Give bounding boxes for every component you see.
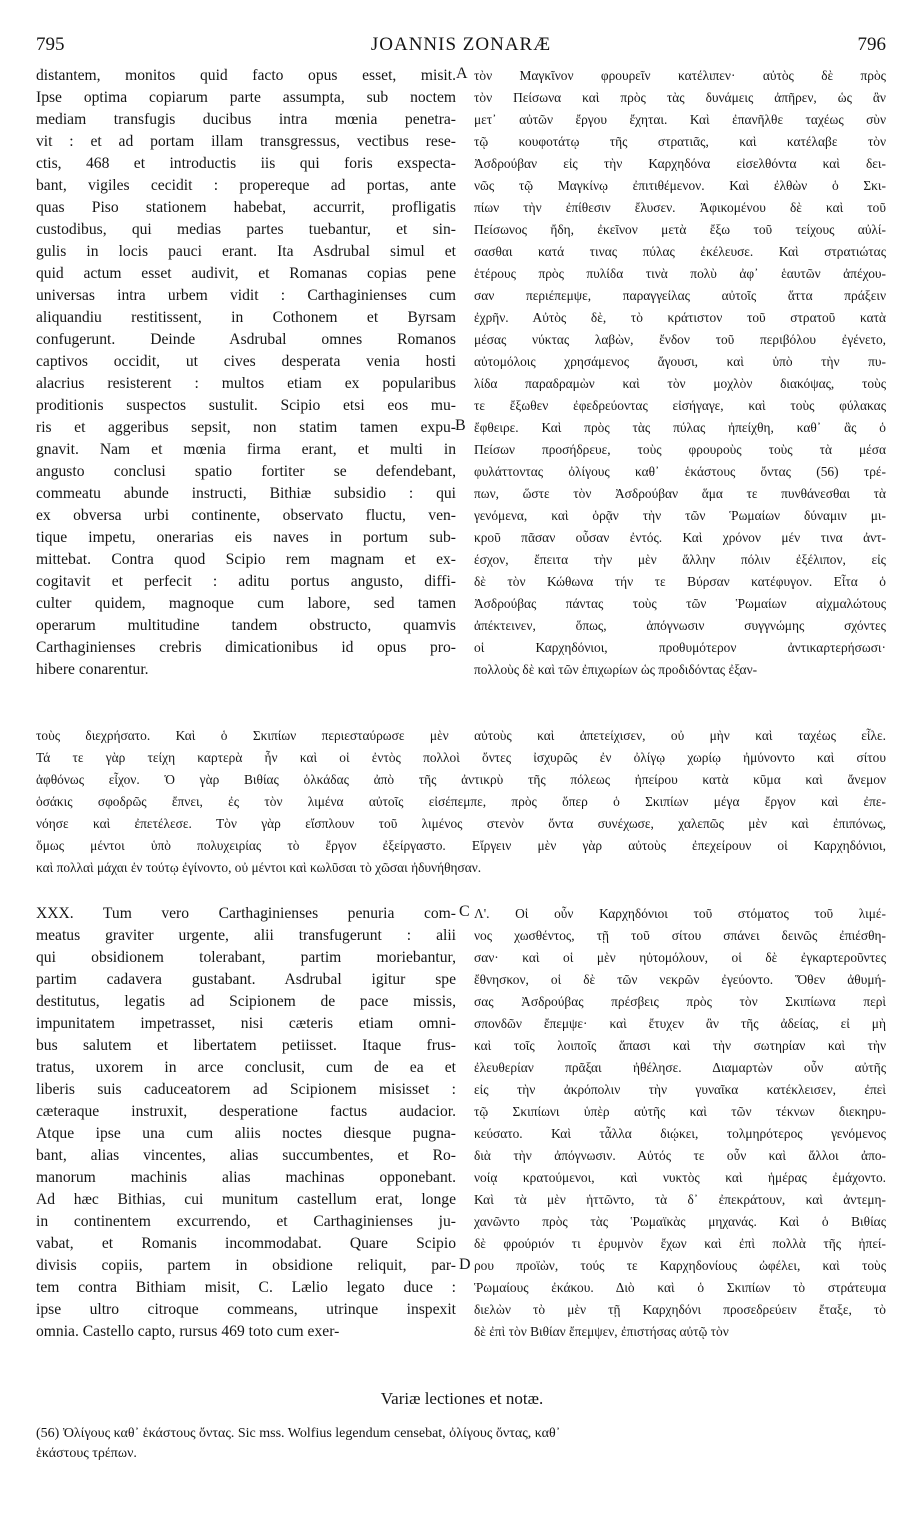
latin-line: aliquandiu restitissent, in Cothonem et Byrsam bbox=[36, 309, 456, 326]
greek-line: Καὶ τὰ μὲν ἡττῶντο, τὰ δ᾽ ἐπεκράτουν, καὶ ἀντεμη- bbox=[474, 1192, 886, 1207]
greek-line: έσχον, ἔπειτα τὴν μὲν ἄλλην πόλιν ἐξέλιπον, εἰς bbox=[474, 552, 886, 567]
latin-line: cæteraque instruxit, desperatione factus audacior. bbox=[36, 1103, 456, 1120]
greek-line: νόησε καὶ ἐπετέλεσε. Τὸν γὰρ εἴσπλουν τοῦ λιμένος στενὸν ὄντα συνέχωσε, χαλεπῶς μὲν καὶ ἐπιπόνως, bbox=[36, 816, 886, 831]
greek-line: κεύσατο. Καὶ τἆλλα διῴκει, τολμηρότερος γενόμενος bbox=[474, 1126, 886, 1141]
latin-line: bus salutem et libertatem petiisset. Itaque frus- bbox=[36, 1037, 456, 1054]
greek-line: ἐλευθερίαν πρᾶξαι ἠθέλησε. Διαμαρτὼν οὖν αὐτῆς bbox=[474, 1060, 886, 1075]
latin-line: angusto conclusi spatio fortiter se defendebant, bbox=[36, 463, 456, 480]
greek-line: μέσας νύκτας λαβὼν, ἔνδον τοῦ περιβόλου ἐγένετο, bbox=[474, 332, 886, 347]
latin-column-bottom bbox=[36, 903, 456, 1343]
latin-line: operarum multitudine tandem obstructo, quamvis bbox=[36, 617, 456, 634]
margin-marker-c: C bbox=[459, 903, 470, 920]
latin-line: alacrius resisterent : multos etiam ex popularibus bbox=[36, 375, 456, 392]
greek-line: γενόμενα, καὶ ὁρᾷν τὴν τῶν Ῥωμαίων δύναμιν μι- bbox=[474, 508, 886, 523]
greek-line: σαν περιέπεμψε, παραγγείλας αὐτοῖς ἅττα πράξειν bbox=[474, 288, 886, 303]
latin-line: omnia. Castello capto, rursus 469 toto cum exer- bbox=[36, 1323, 340, 1340]
greek-line: σασθαι κατά τινας πύλας ἐκέλευσε. Καὶ στρατιώτας bbox=[474, 244, 886, 259]
greek-line: σαν· καὶ οἱ μὲν ηὐτομόλουν, οἱ δὲ ἐγκαρτεροῦντες bbox=[474, 950, 886, 965]
greek-line: Ῥωμαίους ἐκάκου. Διὸ καὶ ὁ Σκιπίων τὸ στράτευμα bbox=[474, 1280, 886, 1295]
greek-line: τῷ Σκιπίωνι ὑπὲρ αὐτῆς καὶ τῶν τέκνων διεκηρυ- bbox=[474, 1104, 886, 1119]
greek-line: Ἀσδρούβαν εἰς τὴν Καρχηδόνα εἰσελθόντα καὶ δει- bbox=[474, 156, 886, 171]
greek-line: σας Ἀσδρούβας πρέσβεις πρὸς τὸν Σκιπίωνα περὶ bbox=[474, 994, 886, 1009]
latin-line: mediam transfugis ducibus intra mœnia penetra- bbox=[36, 111, 456, 128]
latin-line: tem contra Bithiam misit, C. Lælio legato duce : bbox=[36, 1279, 456, 1296]
latin-line: divisis copiis, partem in obsidione reliquit, par- bbox=[36, 1257, 456, 1274]
latin-line: Carthaginienses crebris dimicationibus id opus pro- bbox=[36, 639, 456, 656]
greek-line: φυλάττοντας ὀλίγους καθ᾽ ἑκάστους ὄντας (56) τρέ- bbox=[474, 464, 886, 479]
latin-line: Ipse optima copiarum parte assumpta, sub noctem bbox=[36, 89, 456, 106]
greek-line: καὶ πολλαὶ μάχαι ἐν τούτῳ ἐγίνοντο, οὐ μέντοι καὶ κωλῦσαι τὸ χῶσαι ἠδυνήθησαν. bbox=[36, 860, 482, 875]
greek-line: χανῶντο πρὸς τὰς Ῥωμαϊκὰς μηχανάς. Καὶ ὁ Βιθίας bbox=[474, 1214, 886, 1229]
latin-line: bant, vigiles cecidit : propereque ad portas, ante bbox=[36, 177, 456, 194]
latin-line: culter quidem, magnoque cum labore, sed tamen bbox=[36, 595, 456, 612]
latin-line: quid actum esset audivit, et Romanas copias pene bbox=[36, 265, 456, 282]
latin-line: in continentem excurrendo, et Carthaginienses ju- bbox=[36, 1213, 456, 1230]
latin-line: custodibus, qui medias partes tuebantur, et sin- bbox=[36, 221, 456, 238]
greek-line: σπονδῶν ἔπεμψε· καὶ ἔτυχεν ἂν τῆς ἀδείας, εἰ μὴ bbox=[474, 1016, 886, 1031]
latin-line: confugerunt. Deinde Asdrubal omnes Romanos bbox=[36, 331, 456, 348]
latin-line: meatus graviter urgente, alii transfugerunt : alii bbox=[36, 927, 456, 944]
greek-line: τοὺς διεχρήσατο. Καὶ ὁ Σκιπίων περιεσταύρωσε μὲν αὐτοὺς καὶ ἀπετείχισεν, οὐ μὴν καὶ ταχέως εἷλε. bbox=[36, 728, 886, 743]
latin-line: gnavit. Nam et mœnia firma erant, et multi in bbox=[36, 441, 456, 458]
note-line: ἑκάστους τρέπων. bbox=[36, 1446, 137, 1461]
greek-line: ἔφθειρε. Καὶ πρὸς τὰς πύλας ἠπείχθη, καθ᾽ ἃς ὁ bbox=[474, 420, 886, 435]
greek-line: ἑτέρους πρὸς πυλίδα τινὰ πολὺ ἀφ᾽ ἑαυτῶν ἀπέχου- bbox=[474, 266, 886, 281]
greek-line: ὅμως μέντοι ὑπὸ πολυχειρίας τὸ ἔργον ἐξείργαστο. Εἴργειν μὲν γὰρ αὐτοὺς ἐπεχείρουν οἱ Καρχηδόνιοι, bbox=[36, 838, 886, 853]
greek-line: πολλοὺς δὲ καὶ τῶν ἐπιχωρίων ὡς προδιδόντας ἐξαν- bbox=[474, 662, 758, 677]
greek-line: δὲ φρούριόν τι ἐρυμνὸν ἔχων καὶ ἐπὶ πολλὰ τῆς ἠπεί- bbox=[474, 1236, 886, 1251]
notes-heading: Variæ lectiones et notæ. bbox=[380, 1389, 544, 1408]
page-number-left: 795 bbox=[36, 34, 65, 55]
latin-line: bant, alias vincentes, alias succumbentes, et Ro- bbox=[36, 1147, 456, 1164]
greek-full-width-passage bbox=[36, 725, 886, 879]
latin-line: Atque ipse una cum aliis noctes diesque pugna- bbox=[36, 1125, 456, 1142]
greek-column-bottom bbox=[474, 903, 886, 1343]
greek-line: Ἀσδρούβας πάντας τοὺς τῶν Ῥωμαίων αἰχμαλώτους bbox=[474, 596, 886, 611]
latin-line: destitutus, legatis ad Scipionem de pace missis, bbox=[36, 993, 456, 1010]
latin-line: mittebat. Contra quod Scipio rem magnam et ex- bbox=[36, 551, 456, 568]
greek-line: τῷ κουφοτάτῳ τῆς στρατιᾶς, καὶ κατέλαβε τὸν bbox=[474, 134, 886, 149]
latin-line: liberis suis caduceatorem ad Scipionem misisset : bbox=[36, 1081, 456, 1098]
latin-line: cogitavit et perfecit : aditu portus angusto, diffi- bbox=[36, 573, 456, 590]
greek-line: ἔθνησκον, οἱ δὲ τῶν νεκρῶν ἐγεύοντο. Ὅθεν ἀθυμή- bbox=[474, 972, 886, 987]
latin-line: gulis in locis pauci erant. Ita Asdrubal simul et bbox=[36, 243, 456, 260]
greek-line: Τά τε γὰρ τείχη καρτερὰ ἦν καὶ οἱ ἐντὸς πολλοὶ ὄντες ἰσχυρῶς ἐν ὀλίγῳ χωρίῳ ἠμύνοντο καὶ σίτου bbox=[36, 750, 886, 765]
notes-block bbox=[36, 1424, 886, 1464]
greek-line: ἀφθόνως εἶχον. Ὁ γὰρ Βιθίας ὁλκάδας ἀπὸ τῆς ἀντικρὺ τῆς πόλεως ἠπείρου κατὰ κῦμα καὶ ἄνεμον bbox=[36, 772, 886, 787]
latin-line: quas Piso stationem habebat, accurrit, profligatis bbox=[36, 199, 456, 216]
latin-line: hibere conarentur. bbox=[36, 661, 149, 678]
greek-line: οἱ Καρχηδόνιοι, προθυμότερον ἀντικαρτερήσωσι· bbox=[474, 640, 886, 655]
greek-line: πων, ὥστε τὸν Ἀσδρούβαν ἅμα τε πυνθάνεσθαι τὰ bbox=[474, 486, 886, 501]
latin-line: ctis, 468 et introductis iis qui foris exspecta- bbox=[36, 155, 456, 172]
greek-line: μετ᾽ αὐτῶν ἔργου ἔχηται. Καὶ ἐπανῆλθε ταχέως σὺν bbox=[474, 112, 886, 127]
greek-line: λίδα παραδραμὼν καὶ τὸν μοχλὸν διακόψας, τοὺς bbox=[474, 376, 886, 391]
greek-line: Λ'. Οἱ οὖν Καρχηδόνιοι τοῦ στόματος τοῦ λιμέ- bbox=[474, 906, 886, 921]
margin-marker-b: B bbox=[455, 417, 466, 434]
latin-line: Ad hæc Bithias, cui munitum castellum erat, longe bbox=[36, 1191, 456, 1208]
greek-line: αὐτομόλοις χρησάμενος ἄγουσι, καὶ ὑπὸ τὴν πυ- bbox=[474, 354, 886, 369]
greek-line: Πείσωνος ἤδη, ἐκεῖνον μετὰ ἔξω τοῦ τείχους αὐλί- bbox=[474, 222, 886, 237]
greek-line: τὸν Μαγκῖνον φρουρεῖν κατέλιπεν· αὐτὸς δὲ πρὸς bbox=[474, 68, 886, 83]
greek-line: τε ἔξωθεν ἐφεδρεύοντας εἰσήγαγε, καὶ τοὺς φύλακας bbox=[474, 398, 886, 413]
page-number-right: 796 bbox=[857, 34, 886, 55]
greek-line: δὲ ἐπὶ τὸν Βιθίαν ἔπεμψεν, ἐπιστήσας αὐτῷ τὸν bbox=[474, 1324, 729, 1339]
greek-line: ἐχρῆν. Αὐτὸς δὲ, τὸ κράτιστον τοῦ στρατοῦ κατὰ bbox=[474, 310, 886, 325]
latin-line: manorum machinis alias machinas opponebant. bbox=[36, 1169, 456, 1186]
latin-line: ex obversa urbi continente, observato fluctu, ven- bbox=[36, 507, 456, 524]
greek-line: Πείσων προσήδρευε, τοὺς φρουροὺς τοὺς τὰ μέσα bbox=[474, 442, 886, 457]
latin-line: proditionis suspectos sustulit. Scipio etsi eos mu- bbox=[36, 397, 456, 414]
greek-line: διὰ τὴν ἀπόγνωσιν. Αὐτός τε οὖν καὶ ἄλλοι ἀπο- bbox=[474, 1148, 886, 1163]
greek-line: δὲ τὸν Κώθωνα τήν τε Βύρσαν κατέφυγον. Εἶτα ὁ bbox=[474, 574, 886, 589]
latin-line: partim cadavera gustabant. Asdrubal igitur spe bbox=[36, 971, 456, 988]
latin-column-top bbox=[36, 65, 456, 681]
latin-line: vabat, et Romanis incommodabat. Quare Scipio bbox=[36, 1235, 456, 1252]
greek-line: νῶς τῷ Μαγκίνῳ ἐπιτιθέμενον. Καὶ ἐλθὼν ὁ Σκι- bbox=[474, 178, 886, 193]
greek-line: εἰς τὴν ἀκρόπολιν τὴν γυναῖκα κατέκλεισεν, ἐπεὶ bbox=[474, 1082, 886, 1097]
greek-line: νος χωσθέντος, τῇ τοῦ σίτου σπάνει δεινῶς ἐπιέσθη- bbox=[474, 928, 886, 943]
running-header bbox=[36, 34, 886, 60]
greek-line: ρου προϊὼν, τούς τε Καρχηδονίους ὠφέλει, καὶ τοὺς bbox=[474, 1258, 886, 1273]
greek-line: κροῦ πᾶσαν οὖσαν ἐντός. Καὶ χρόνον μέν τινα ἀντ- bbox=[474, 530, 886, 545]
latin-line: XXX. Tum vero Carthaginienses penuria com- bbox=[36, 905, 456, 922]
greek-line: ὁσάκις σφοδρῶς ἔπνει, ἐς τὸν λιμένα αὐτοῖς εἰσέπεμπε, πρὸς ὅπερ ὁ Σκιπίων μέγα ἔργον καὶ ἐπε- bbox=[36, 794, 886, 809]
greek-column-top bbox=[474, 65, 886, 681]
latin-line: ipse ultro citroque commeans, utrinque inspexit bbox=[36, 1301, 456, 1318]
greek-line: νοίᾳ κρατούμενοι, καὶ νυκτὸς καὶ ἡμέρας ἐμάχοντο. bbox=[474, 1170, 886, 1185]
latin-line: captivos occidit, ut cives desperata venia hosti bbox=[36, 353, 456, 370]
note-line: (56) Ὀλίγους καθ᾽ ἑκάστους ὄντας. Sic mss. Wolfius legendum censebat, ὀλίγους ὄντας, καθ᾽ bbox=[36, 1426, 561, 1441]
latin-line: commeatu abunde instructi, Bithiæ subsidio : qui bbox=[36, 485, 456, 502]
latin-line: universas intra urbem vidit : Carthaginienses cum bbox=[36, 287, 456, 304]
latin-line: tique impetu, onerarias eis naves in portum sub- bbox=[36, 529, 456, 546]
greek-line: πίων τὴν ἐπίθεσιν ἔλυσεν. Ἀφικομένου δὲ καὶ τοῦ bbox=[474, 200, 886, 215]
margin-marker-d: D bbox=[459, 1256, 471, 1273]
greek-line: τὸν Πείσωνα καὶ πρὸς τὰς δυνάμεις ἀπῆρεν, ὡς ἂν bbox=[474, 90, 886, 105]
greek-line: διελὼν τὸ μὲν τῇ Καρχηδόνι προσεδρεύειν ἔταξε, τὸ bbox=[474, 1302, 886, 1317]
latin-line: tratus, uxorem in arce conclusit, cum de ea et bbox=[36, 1059, 456, 1076]
margin-marker-a: A bbox=[456, 65, 468, 82]
latin-line: distantem, monitos quid facto opus esset, misit. bbox=[36, 67, 456, 84]
greek-line: καὶ τοῖς λοιποῖς ἅπασι καὶ τὴν σωτηρίαν καὶ τὴν bbox=[474, 1038, 886, 1053]
latin-line: ris et aggeribus sepsit, non statim tamen expu- bbox=[36, 419, 456, 436]
greek-line: ἀπέκτεινεν, ὅπως, ἀπόγνωσιν συγγνώμης σχόντες bbox=[474, 618, 886, 633]
latin-line: vit : et ad portam illam transgressus, vectibus rese- bbox=[36, 133, 456, 150]
latin-line: impunitatem impetrasset, nisi cæteris etiam omni- bbox=[36, 1015, 456, 1032]
latin-line: qui obsidionem tolerabant, partim moriebantur, bbox=[36, 949, 456, 966]
running-title: JOANNIS ZONARÆ bbox=[370, 34, 552, 55]
